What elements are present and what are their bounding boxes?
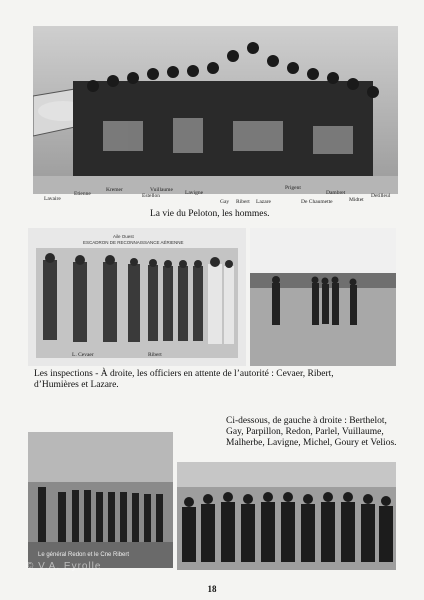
group-photo-caption: La vie du Peloton, les hommes. bbox=[150, 209, 270, 219]
group-photo bbox=[33, 26, 398, 194]
name-label: Estellon bbox=[142, 193, 161, 199]
inset-label-right: Ribert bbox=[148, 352, 162, 358]
name-label: Detilleul bbox=[371, 193, 391, 199]
name-label: Midtet bbox=[349, 197, 364, 203]
general-photo-inset: Le général Redon et le Cne Ribert bbox=[38, 552, 130, 558]
watermark: © V.A. Eyrolle bbox=[26, 561, 102, 572]
doc-header-line1: Aile Ouest bbox=[113, 234, 134, 239]
name-label: Kremer bbox=[106, 187, 123, 193]
officers-photo bbox=[250, 228, 396, 366]
name-label: Lazare bbox=[256, 199, 271, 205]
name-label: Etienne bbox=[74, 191, 91, 197]
inset-label-left: L. Cevaer bbox=[72, 352, 94, 358]
name-label: Prigent bbox=[285, 185, 301, 191]
lineup-photo bbox=[177, 462, 396, 570]
doc-header-line2: ESCADRON DE RECONNAISSANCE AÉRIENNE bbox=[83, 240, 184, 245]
lineup-caption: Ci-dessous, de gauche à droite : Berthelot, Gay, Parpillon, Redon, Parlel, Vuillaume, Malherbe, Lavigne, Michel, Goury et Velios. bbox=[226, 416, 397, 448]
inspection-caption: Les inspections - À droite, les officiers en attente de l’autorité : Cevaer, Ribert, d’Humières et Lazare. bbox=[34, 369, 334, 390]
name-label: Lavigne bbox=[185, 190, 204, 196]
name-label: Vuillaume bbox=[150, 187, 173, 193]
name-label: Lavaire bbox=[44, 196, 61, 202]
name-label: De Chaumette bbox=[301, 199, 333, 205]
page-number: 18 bbox=[207, 584, 217, 594]
general-photo bbox=[28, 432, 173, 568]
inspection-photo bbox=[28, 228, 246, 366]
name-label: Dambret bbox=[326, 190, 346, 196]
name-label: Ribert bbox=[236, 199, 250, 205]
name-label: Gay bbox=[220, 199, 230, 205]
